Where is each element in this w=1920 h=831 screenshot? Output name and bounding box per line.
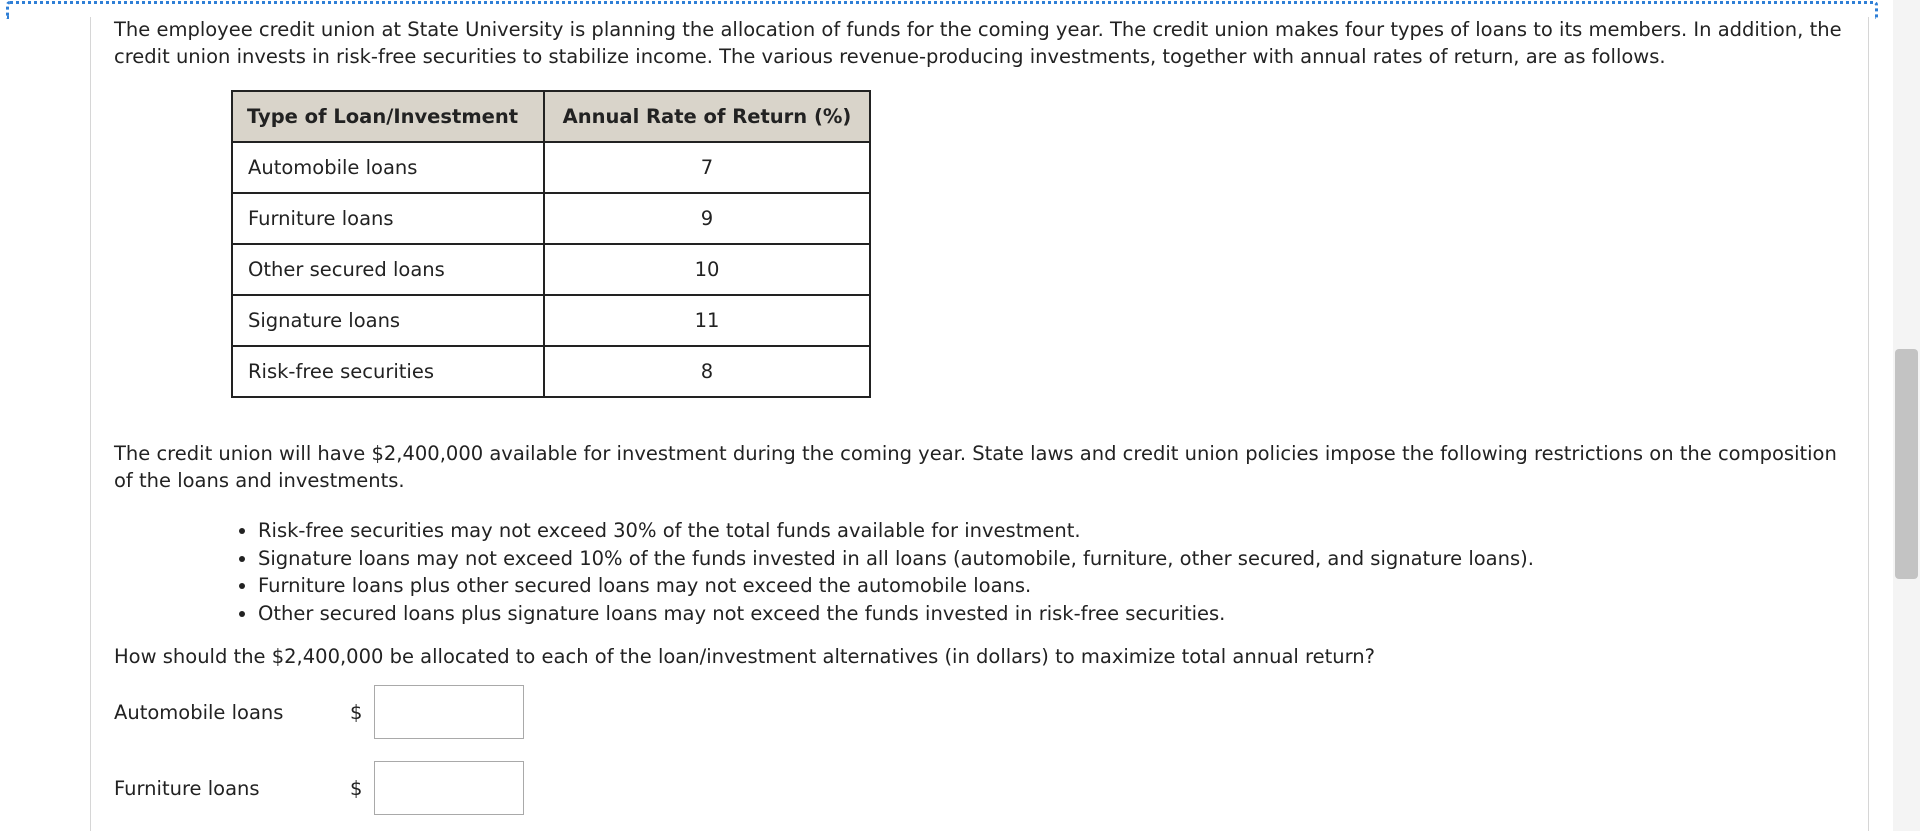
answer-label: Furniture loans xyxy=(114,776,260,800)
list-item: • Furniture loans plus other secured loans may not exceed the automobile loans. xyxy=(258,572,1534,600)
intro-paragraph: The employee credit union at State University is planning the allocation of funds for the coming year. The credit union makes four types of loans to its members. In addition, the credit union invests in risk-free securities to stabilize income. The various revenue-producing investments, together with annual rates of return, are as follows. xyxy=(114,18,1842,68)
table-row xyxy=(232,193,870,244)
table-row xyxy=(232,295,870,346)
table-cell-type: Furniture loans xyxy=(232,193,544,244)
answer-label: Automobile loans xyxy=(114,700,284,724)
restrictions-list xyxy=(236,517,1534,627)
table-cell-rate: 8 xyxy=(544,346,870,397)
available-funds-paragraph: The credit union will have $2,400,000 available for investment during the coming year. State laws and credit union policies impose the following restrictions on the composition of the loans and investments. xyxy=(114,442,1837,492)
table-cell-type: Automobile loans xyxy=(232,142,544,193)
list-item: • Risk-free securities may not exceed 30% of the total funds available for investment. xyxy=(258,517,1534,545)
scrollbar-thumb[interactable] xyxy=(1895,349,1918,579)
header-rate: Annual Rate of Return (%) xyxy=(544,91,870,142)
furniture-loans-input[interactable] xyxy=(374,761,524,815)
table-cell-rate: 7 xyxy=(544,142,870,193)
table-row xyxy=(232,244,870,295)
table-cell-rate: 9 xyxy=(544,193,870,244)
content-right-border xyxy=(1868,17,1869,831)
header-type: Type of Loan/Investment xyxy=(232,91,544,142)
content-left-border xyxy=(90,17,91,831)
list-item: • Signature loans may not exceed 10% of the funds invested in all loans (automobile, furniture, other secured, and signature loans). xyxy=(258,545,1534,573)
currency-symbol: $ xyxy=(350,700,363,724)
table-cell-type: Signature loans xyxy=(232,295,544,346)
table-cell-type: Other secured loans xyxy=(232,244,544,295)
answer-row-furniture xyxy=(114,761,524,815)
question-text: How should the $2,400,000 be allocated to each of the loan/investment alternatives (in dollars) to maximize total annual return? xyxy=(114,645,1375,668)
answer-row-automobile xyxy=(114,685,524,739)
table-header-row xyxy=(232,91,870,142)
question-content xyxy=(114,16,1849,800)
table-cell-rate: 10 xyxy=(544,244,870,295)
table-cell-type: Risk-free securities xyxy=(232,346,544,397)
currency-symbol: $ xyxy=(350,776,363,800)
table-cell-rate: 11 xyxy=(544,295,870,346)
automobile-loans-input[interactable] xyxy=(374,685,524,739)
returns-table xyxy=(231,90,871,398)
table-row xyxy=(232,142,870,193)
list-item: • Other secured loans plus signature loans may not exceed the funds invested in risk-free securities. xyxy=(258,600,1534,628)
table-row xyxy=(232,346,870,397)
